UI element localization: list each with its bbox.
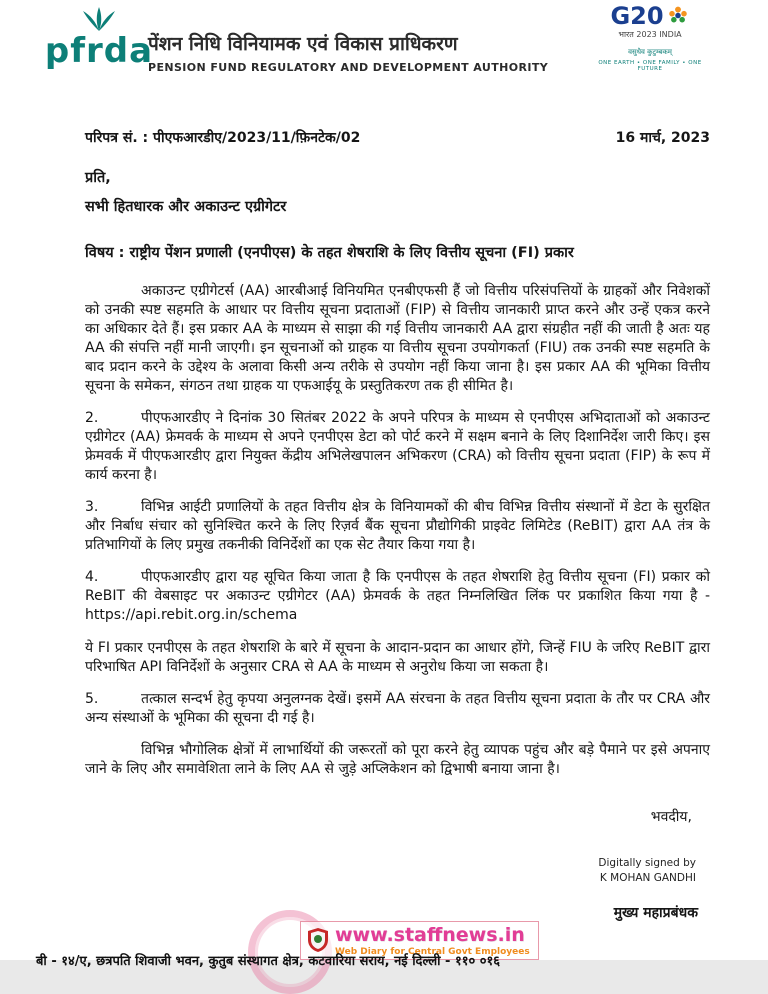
staffnews-tagline: Web Diary for Central Govt Employees (335, 947, 530, 957)
paragraph-4 (85, 568, 710, 625)
digital-signature (85, 856, 710, 888)
g20-lotus-icon (666, 4, 690, 28)
circular-date: 16 मार्च, 2023 (615, 130, 710, 146)
letterhead (0, 0, 768, 104)
g20-tagline: ONE EARTH • ONE FAMILY • ONE FUTURE (598, 60, 702, 72)
paragraph-bilingual-note (85, 741, 710, 779)
paragraph-text: ये FI प्रकार एनपीएस के तहत शेषराशि के बारे में सूचना के आदान-प्रदान का आधार होंगे, जिन्हें FIU के जरिए ReBIT द्वारा परिभाषित API विनिर्देशों के अनुसार CRA से AA के माध्यम से अनुरोध किया जा सकता है। (85, 639, 710, 675)
staffnews-shield-icon (307, 927, 329, 953)
staffnews-site: www.staffnews.in (335, 924, 525, 947)
paragraph-number: 5. (85, 690, 99, 707)
org-names (148, 30, 548, 74)
paragraph-fiu-note (85, 639, 710, 677)
salutation: प्रति, (85, 170, 111, 186)
g20-country-text: भारत 2023 INDIA (618, 30, 682, 39)
org-name-english: PENSION FUND REGULATORY AND DEVELOPMENT AUTHORITY (148, 61, 549, 74)
paragraph-2 (85, 409, 710, 485)
recipient-line: सभी हितधारक और अकाउन्ट एग्रीगेटर (85, 199, 287, 215)
paragraph-number: 4. (85, 569, 99, 586)
closing-line: भवदीय, (650, 808, 692, 825)
circular-number: परिपत्र सं. : पीएफआरडीए/2023/11/फ़िनटेक/02 (85, 130, 361, 146)
org-name-hindi: पेंशन निधि विनियामक एवं विकास प्राधिकरण (148, 33, 458, 55)
paragraph-number: 3. (85, 499, 99, 516)
paragraph-text: अकाउन्ट एग्रीगेटर्स (AA) आरबीआई विनियमित एनबीएफसी हैं जो वित्तीय परिसंपत्तियों के ग्राहकों और निवेशकों को उनकी स्पष्ट सहमति के आधार पर वित्तीय सूचना प्रदाताओं (FIP) से वित्तीय जानकारी प्राप्त करने और उन्हें एकत्र करने का अधिकार देते हैं। इस प्रकार AA के माध्यम से साझा की गई वित्तीय जानकारी AA द्वारा संग्रहीत नहीं की जाती है अतः यह AA की संपत्ति नहीं मानी जाएगी। इन सूचनाओं को ग्राहक या वित्तीय सूचना उपयोगकर्ता (FIU) तक उनकी स्पष्ट सहमति के बाद प्रदान करने के उद्देश्य के अलावा किसी अन्य तरीके से उपयोग नहीं किया जाना है। इस प्रकार AA की भूमिका वित्तीय सूचना के समेकन, संगठन तथा ग्राहक या एफआईयू के प्रस्तुतिकरण तक ही सीमित है। (85, 283, 710, 395)
paragraph-3 (85, 498, 710, 555)
office-address: बी - १४/ए, छत्रपति शिवाजी भवन, कुतुब संस्थागत क्षेत्र, कटवारिया सराय, नई दिल्ली - ११० ०१६ (36, 954, 501, 969)
paragraph-number: 2. (85, 410, 99, 427)
paragraph-5 (85, 690, 710, 728)
meta-row (85, 128, 710, 147)
g20-motto: वसुधैव कुटुम्बकम् (628, 48, 672, 56)
signatory-designation: मुख्य महाप्रबंधक (613, 905, 698, 922)
paragraph-text: पीएफआरडीए द्वारा यह सूचित किया जाता है कि एनपीएस के तहत शेषराशि हेतु वित्तीय सूचना (FI) प्रकार को ReBIT की वेबसाइट पर अकाउन्ट एग्रीगेटर (AA) फ्रेमवर्क के तहत निम्नलिखित लिंक पर प्रकाशित किया गया है - (85, 569, 710, 605)
paragraph-text: विभिन्न आईटी प्रणालियों के तहत वित्तीय क्षेत्र के विनियामकों की बीच विभिन्न वित्तीय संस्थानों में डेटा के सुरक्षित और निर्बाध संचार को सुनिश्चित करने के लिए रिज़र्व बैंक सूचना प्रौद्योगिकी प्राइवेट लिमिटेड (ReBIT) द्वारा AA तंत्र के प्रतिभागियों के लिए प्रमुख तकनीकी विनिर्देशों का एक सेट तैयार किया गया है। (85, 499, 710, 554)
pfrda-logo-text: pfrda (44, 31, 154, 71)
paragraphs (85, 282, 710, 779)
digital-signature-line1: Digitally signed by (598, 856, 696, 869)
digital-signature-line2: K MOHAN GANDHI (599, 872, 696, 885)
paragraph-text: पीएफआरडीए ने दिनांक 30 सितंबर 2022 के अपने परिपत्र के माध्यम से एनपीएस अभिदाताओं को अकाउन्ट एग्रीगेटर (AA) फ्रेमवर्क के माध्यम से अपने एनपीएस डेटा को पोर्ट करने में सक्षम बनाने के लिए दिशानिर्देश जारी किए। इस फ्रेमवर्क में पीएफआरडीए द्वारा नियुक्त केंद्रीय अभिलेखपालन अभिकरण (CRA) को वित्तीय सूचना प्रदाता (FIP) के रूप में कार्य करना है। (85, 410, 710, 484)
paragraph-1 (85, 282, 710, 396)
paragraph-text: तत्काल सन्दर्भ हेतु कृपया अनुलग्नक देखें। इसमें AA संरचना के तहत वित्तीय सूचना प्रदाता के तौर पर CRA और अन्य संस्थाओं के भूमिका की सूचना दी गई है। (85, 690, 710, 726)
pfrda-logo (44, 6, 154, 71)
subject-line: विषय : राष्ट्रीय पेंशन प्रणाली (एनपीएस) के तहत शेषराशि के लिए वित्तीय सूचना (FI) प्रकार (85, 245, 574, 261)
paragraph-text: विभिन्न भौगोलिक क्षेत्रों में लाभार्थियों की जरूरतों को पूरा करने हेतु व्यापक पहुंच और बड़े पैमाने पर इसे अपनाए जाने के लिए और समावेशिता लाने के लिए AA से जुड़े अप्लिकेशन को द्विभाषी बनाया जाना है। (85, 741, 710, 777)
rebit-schema-link[interactable]: https://api.rebit.org.in/schema (85, 607, 298, 624)
g20-logo (590, 4, 710, 72)
letter-body (0, 128, 768, 922)
g20-label: G20 (610, 2, 664, 30)
